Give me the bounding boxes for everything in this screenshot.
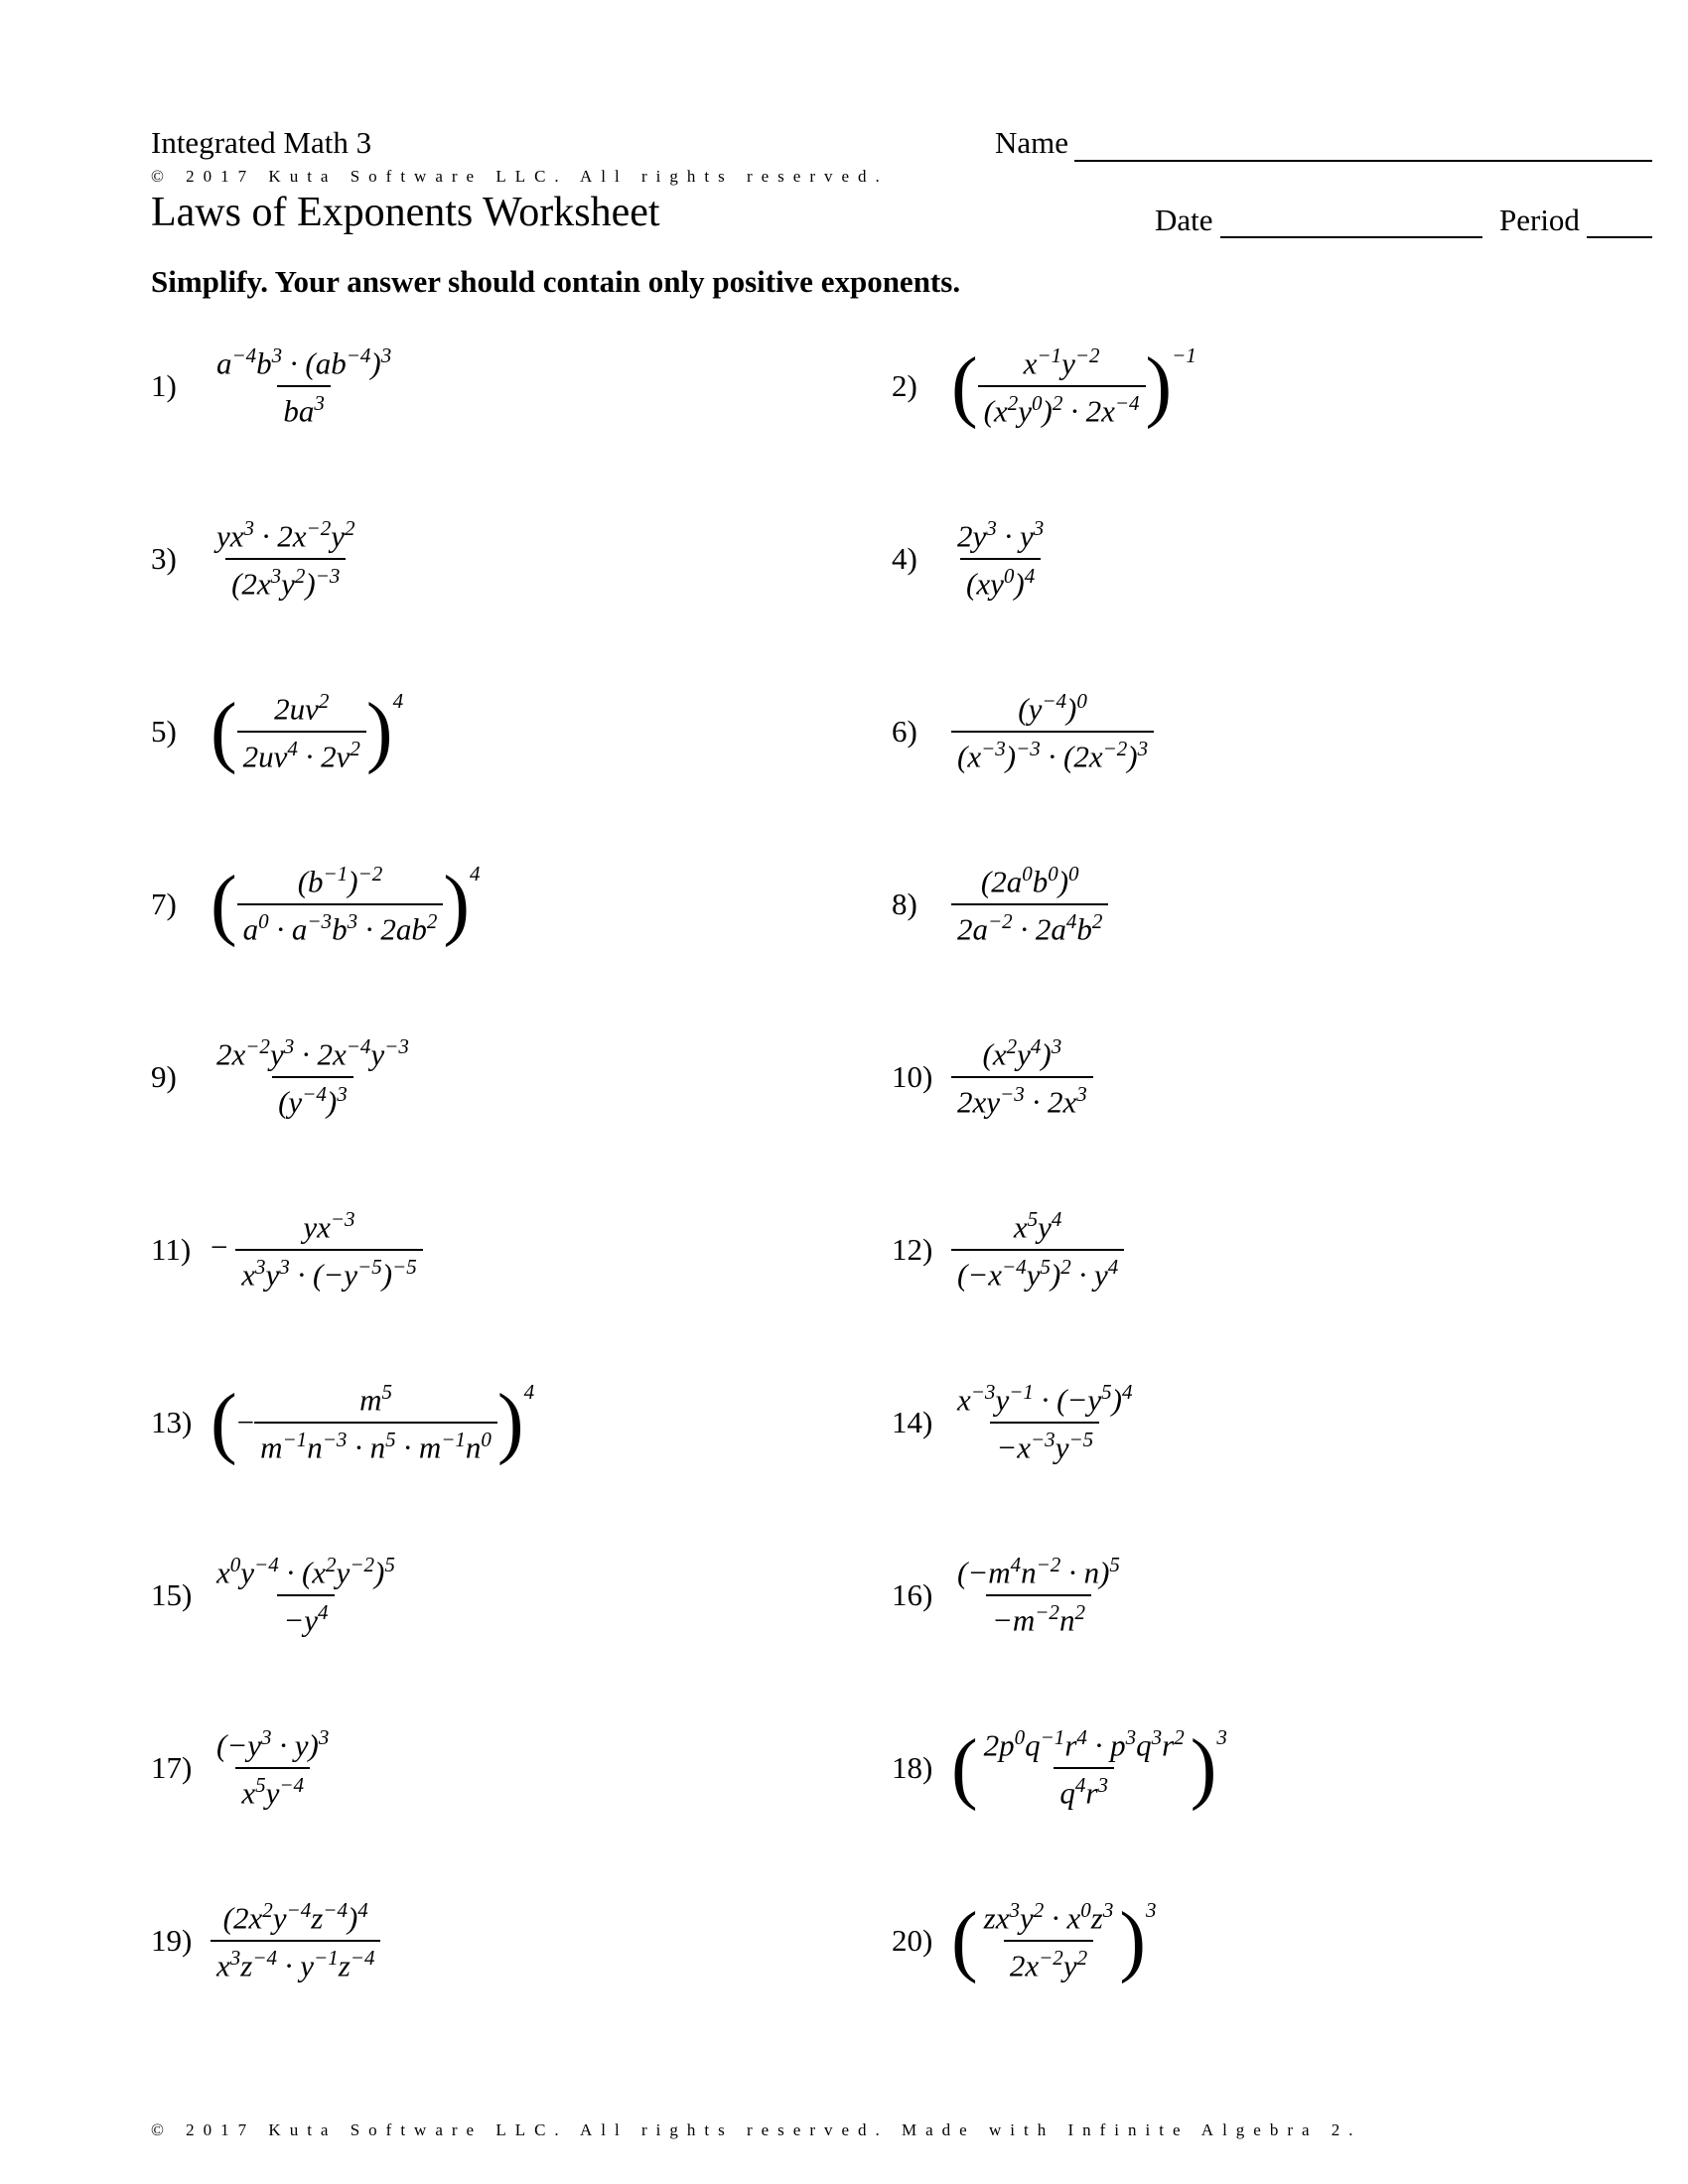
- problem-13: [151, 1338, 534, 1507]
- problem-expression: ( $\frac{x^{-1}y^{-2}}{(x^2y^0)^2 \cdot 2x^{-4}}$ ) −1: [951, 342, 1196, 430]
- problem-12: [892, 1165, 1124, 1334]
- problem-expression: $\frac{2y^3 \cdot y^3}{(xy^0)^4}$: [957, 515, 1045, 602]
- problem-number: 7): [151, 887, 177, 921]
- problem-number: 12): [892, 1232, 933, 1267]
- problem-number: 13): [151, 1405, 193, 1439]
- date-field-line[interactable]: [1220, 236, 1482, 238]
- problem-expression: $\frac{a^{-4}b^3 \cdot (ab^{-4})^3}{ba^3}$: [216, 342, 392, 429]
- problem-number: 1): [151, 368, 177, 403]
- problem-17: [151, 1684, 335, 1852]
- problem-18: [892, 1684, 1227, 1852]
- problem-expression: $\frac{2x^{-2}y^3 \cdot 2x^{-4}y^{-3}}{(y^{-4})^3}$: [216, 1033, 409, 1120]
- instructions: Simplify. Your answer should contain only positive exponents.: [151, 264, 961, 299]
- problem-3: [151, 475, 360, 643]
- problem-number: 18): [892, 1750, 933, 1785]
- course-name: Integrated Math 3: [151, 125, 372, 160]
- problem-20: [892, 1856, 1156, 2025]
- worksheet-title: Laws of Exponents Worksheet: [151, 190, 660, 235]
- problem-15: [151, 1511, 401, 1680]
- problem-8: [892, 820, 1108, 989]
- problem-16: [892, 1511, 1126, 1680]
- problem-expression: $\frac{x^0y^{-4} \cdot (x^2y^{-2})^5}{-y^4}$: [216, 1552, 395, 1638]
- problem-1: [151, 302, 397, 471]
- problem-expression: $\frac{x^5y^4}{(-x^{-4}y^5)^2 \cdot y^4}$: [951, 1207, 1124, 1294]
- period-field-line[interactable]: [1587, 236, 1652, 238]
- problem-14: [892, 1338, 1138, 1507]
- problem-expression: ( $\frac{2p^0q^{-1}r^4 \cdot p^3q^3r^2}{q^4r^3}$ ) 3: [951, 1724, 1227, 1812]
- problem-number: 16): [892, 1577, 933, 1612]
- copyright-top: © 2017 Kuta Software LLC. All rights reserved.: [151, 167, 889, 186]
- problem-number: 17): [151, 1750, 193, 1785]
- problem-6: [892, 647, 1154, 816]
- problem-number: 15): [151, 1577, 193, 1612]
- problem-expression: $\frac{(2x^2y^{-4}z^{-4})^4}{x^3z^{-4} \cdot y^{-1}z^{-4}}$: [211, 1898, 380, 1984]
- problem-number: 3): [151, 541, 177, 576]
- problem-number: 8): [892, 887, 917, 921]
- problem-7: [151, 820, 480, 989]
- problem-5: [151, 647, 403, 816]
- period-label: Period: [1499, 203, 1580, 237]
- problem-expression: − $\frac{yx^{-3}}{x^3y^3 \cdot (-y^{-5})^{-5}}$: [211, 1207, 423, 1294]
- problem-number: 14): [892, 1405, 933, 1439]
- problem-expression: ( $\frac{zx^3y^2 \cdot x^0z^3}{2x^{-2}y^2}$ ) 3: [951, 1897, 1157, 1984]
- problem-expression: $\frac{yx^3 \cdot 2x^{-2}y^2}{(2x^3y^2)^{-3}}$: [216, 515, 355, 602]
- name-label: Name: [995, 125, 1069, 160]
- problem-expression: ( − $\frac{m^5}{m^{-1}n^{-3} \cdot n^5 \cdot m^{-1}n^0}$ ) 4: [211, 1379, 535, 1466]
- problem-number: 6): [892, 714, 917, 749]
- problem-expression: ( $\frac{2uv^2}{2uv^4 \cdot 2v^2}$ ) 4: [211, 688, 404, 775]
- problem-11: [151, 1165, 423, 1334]
- problem-number: 5): [151, 714, 177, 749]
- problem-10: [892, 993, 1093, 1161]
- problem-2: [892, 302, 1196, 471]
- problem-number: 10): [892, 1059, 933, 1094]
- name-field-line[interactable]: [1074, 160, 1652, 162]
- footer-copyright: © 2017 Kuta Software LLC. All rights reserved. Made with Infinite Algebra 2.: [151, 2120, 1362, 2139]
- problem-4: [892, 475, 1050, 643]
- problem-number: 20): [892, 1923, 933, 1958]
- problem-expression: $\frac{(2a^0b^0)^0}{2a^{-2} \cdot 2a^4b^2}$: [951, 862, 1108, 948]
- date-label: Date: [1155, 203, 1213, 237]
- problem-expression: $\frac{x^{-3}y^{-1} \cdot (-y^5)^4}{-x^{-3}y^{-5}}$: [957, 1379, 1133, 1465]
- problem-expression: ( $\frac{(b^{-1})^{-2}}{a^0 \cdot a^{-3}b^3 \cdot 2ab^2}$ ) 4: [211, 861, 481, 948]
- problem-number: 19): [151, 1923, 193, 1958]
- problem-expression: $\frac{(x^2y^4)^3}{2xy^{-3} \cdot 2x^3}$: [951, 1034, 1093, 1121]
- problem-number: 11): [151, 1232, 192, 1267]
- problem-expression: $\frac{(-m^4n^{-2} \cdot n)^5}{-m^{-2}n^2}$: [957, 1552, 1120, 1638]
- problem-number: 4): [892, 541, 917, 576]
- problem-number: 2): [892, 368, 917, 403]
- problem-expression: $\frac{(-y^3 \cdot y)^3}{x^5y^{-4}}$: [216, 1724, 330, 1811]
- problem-19: [151, 1856, 380, 2025]
- problem-expression: $\frac{(y^{-4})^0}{(x^{-3})^{-3} \cdot (2x^{-2})^3}$: [951, 689, 1154, 775]
- problem-number: 9): [151, 1059, 177, 1094]
- problem-9: [151, 993, 415, 1161]
